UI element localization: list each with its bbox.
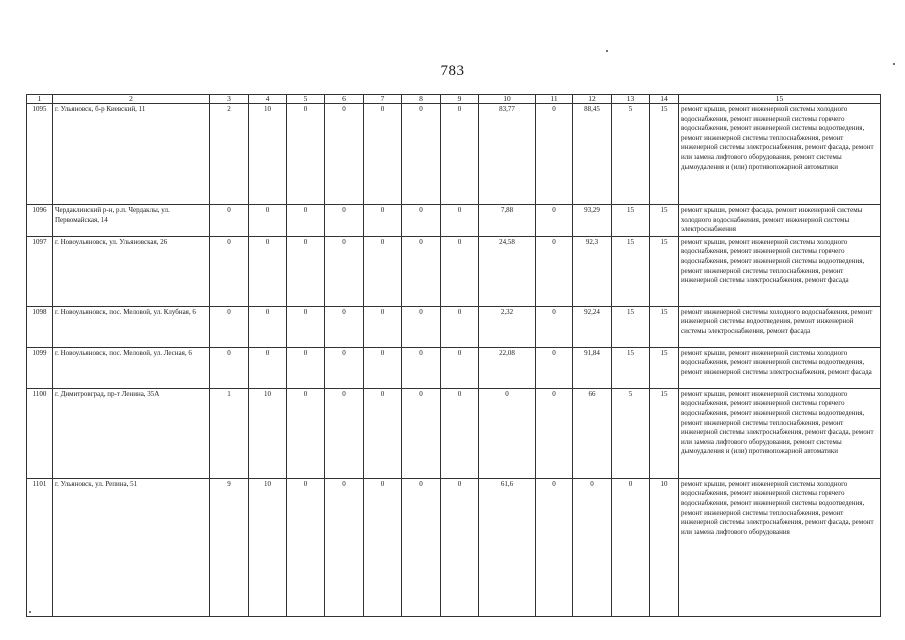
row-address: г. Димитровград, пр-т Ленина, 35А — [53, 388, 210, 478]
row-number: 1097 — [27, 236, 53, 306]
cell-c3: 2 — [210, 104, 249, 205]
cell-c14: 10 — [650, 478, 679, 616]
cell-c8: 0 — [402, 347, 441, 388]
column-header: 7 — [364, 95, 402, 104]
cell-c9: 0 — [441, 236, 479, 306]
cell-c9: 0 — [441, 306, 479, 347]
cell-c10: 24,58 — [479, 236, 536, 306]
cell-c5: 0 — [287, 104, 325, 205]
column-header: 14 — [650, 95, 679, 104]
row-address: г. Ульяновск, б-р Киевский, 11 — [53, 104, 210, 205]
cell-c14: 15 — [650, 205, 679, 237]
scan-speck — [606, 50, 608, 52]
column-header: 11 — [536, 95, 573, 104]
cell-c14: 15 — [650, 306, 679, 347]
cell-c8: 0 — [402, 236, 441, 306]
cell-c7: 0 — [364, 236, 402, 306]
cell-c6: 0 — [325, 388, 364, 478]
cell-c4: 0 — [249, 205, 287, 237]
cell-c3: 0 — [210, 205, 249, 237]
cell-c9: 0 — [441, 478, 479, 616]
cell-c4: 10 — [249, 388, 287, 478]
row-number: 1101 — [27, 478, 53, 616]
row-number: 1100 — [27, 388, 53, 478]
cell-c3: 1 — [210, 388, 249, 478]
row-works: ремонт крыши, ремонт инженерной системы холодного водоснабжения, ремонт инженерной системы горячего водоснабжения, ремонт инженерной системы водоотведения, ремонт инженерной системы теплоснабжения, ремонт инженерной системы электроснабжения, ремонт фасада, ремонт или замена лифтового оборудования — [679, 478, 881, 616]
row-number: 1098 — [27, 306, 53, 347]
cell-c7: 0 — [364, 205, 402, 237]
column-header: 4 — [249, 95, 287, 104]
cell-c3: 0 — [210, 236, 249, 306]
cell-c11: 0 — [536, 478, 573, 616]
cell-c10: 2,32 — [479, 306, 536, 347]
cell-c6: 0 — [325, 104, 364, 205]
registry-table — [26, 94, 881, 617]
table-row — [27, 347, 881, 388]
row-works: ремонт инженерной системы холодного водоснабжения, ремонт инженерной системы водоотведения, ремонт инженерной системы электроснабжения, ремонт фасада — [679, 306, 881, 347]
cell-c12: 66 — [573, 388, 612, 478]
cell-c13: 15 — [612, 236, 650, 306]
column-header: 9 — [441, 95, 479, 104]
column-header: 5 — [287, 95, 325, 104]
scan-speck — [893, 63, 895, 65]
row-number: 1096 — [27, 205, 53, 237]
cell-c14: 15 — [650, 347, 679, 388]
table-row — [27, 388, 881, 478]
cell-c8: 0 — [402, 388, 441, 478]
cell-c7: 0 — [364, 104, 402, 205]
cell-c13: 15 — [612, 205, 650, 237]
cell-c12: 92,24 — [573, 306, 612, 347]
column-header: 1 — [27, 95, 53, 104]
column-header: 8 — [402, 95, 441, 104]
row-address: г. Новоульяновск, ул. Ульяновская, 26 — [53, 236, 210, 306]
cell-c4: 0 — [249, 347, 287, 388]
cell-c12: 0 — [573, 478, 612, 616]
cell-c12: 88,45 — [573, 104, 612, 205]
table-row — [27, 478, 881, 616]
cell-c5: 0 — [287, 306, 325, 347]
cell-c14: 15 — [650, 388, 679, 478]
column-header: 6 — [325, 95, 364, 104]
cell-c6: 0 — [325, 205, 364, 237]
cell-c7: 0 — [364, 306, 402, 347]
cell-c10: 0 — [479, 388, 536, 478]
cell-c6: 0 — [325, 236, 364, 306]
cell-c10: 22,08 — [479, 347, 536, 388]
cell-c7: 0 — [364, 388, 402, 478]
row-works: ремонт крыши, ремонт фасада, ремонт инженерной системы холодного водоснабжения, ремонт инженерной системы электроснабжения — [679, 205, 881, 237]
cell-c9: 0 — [441, 104, 479, 205]
cell-c13: 15 — [612, 347, 650, 388]
cell-c8: 0 — [402, 306, 441, 347]
row-number: 1099 — [27, 347, 53, 388]
column-header: 10 — [479, 95, 536, 104]
cell-c13: 5 — [612, 104, 650, 205]
column-header: 3 — [210, 95, 249, 104]
cell-c3: 0 — [210, 306, 249, 347]
cell-c6: 0 — [325, 347, 364, 388]
cell-c3: 0 — [210, 347, 249, 388]
cell-c9: 0 — [441, 205, 479, 237]
cell-c14: 15 — [650, 236, 679, 306]
cell-c4: 0 — [249, 236, 287, 306]
cell-c13: 5 — [612, 388, 650, 478]
row-works: ремонт крыши, ремонт инженерной системы холодного водоснабжения, ремонт инженерной системы водоотведения, ремонт инженерной системы электроснабжения, ремонт фасада — [679, 347, 881, 388]
cell-c3: 9 — [210, 478, 249, 616]
table-row — [27, 205, 881, 237]
cell-c14: 15 — [650, 104, 679, 205]
table-row — [27, 236, 881, 306]
column-header: 15 — [679, 95, 881, 104]
cell-c5: 0 — [287, 478, 325, 616]
cell-c10: 7,88 — [479, 205, 536, 237]
page-number: 783 — [440, 63, 465, 79]
cell-c11: 0 — [536, 236, 573, 306]
cell-c7: 0 — [364, 347, 402, 388]
cell-c11: 0 — [536, 205, 573, 237]
cell-c5: 0 — [287, 205, 325, 237]
cell-c9: 0 — [441, 388, 479, 478]
row-works: ремонт крыши, ремонт инженерной системы холодного водоснабжения, ремонт инженерной системы горячего водоснабжения, ремонт инженерной системы водоотведения, ремонт инженерной системы теплоснабжения, ремонт инженерной системы электроснабжения, ремонт фасада, ремонт или замена лифтового оборудования, ремонт системы дымоудаления и (или) противопожарной автоматики — [679, 104, 881, 205]
row-address: г. Ульяновск, ул. Репина, 51 — [53, 478, 210, 616]
row-address: Чердаклинский р-н, р.п. Чердаклы, ул. Первомайская, 14 — [53, 205, 210, 237]
cell-c7: 0 — [364, 478, 402, 616]
cell-c4: 10 — [249, 104, 287, 205]
cell-c4: 10 — [249, 478, 287, 616]
cell-c9: 0 — [441, 347, 479, 388]
cell-c8: 0 — [402, 478, 441, 616]
cell-c5: 0 — [287, 236, 325, 306]
cell-c6: 0 — [325, 306, 364, 347]
row-number: 1095 — [27, 104, 53, 205]
cell-c13: 15 — [612, 306, 650, 347]
cell-c12: 92,3 — [573, 236, 612, 306]
cell-c5: 0 — [287, 388, 325, 478]
cell-c6: 0 — [325, 478, 364, 616]
cell-c8: 0 — [402, 104, 441, 205]
row-address: г. Новоульяновск, пос. Меловой, ул. Клубная, 6 — [53, 306, 210, 347]
cell-c5: 0 — [287, 347, 325, 388]
column-number-row — [27, 95, 881, 104]
row-works: ремонт крыши, ремонт инженерной системы холодного водоснабжения, ремонт инженерной системы горячего водоснабжения, ремонт инженерной системы водоотведения, ремонт инженерной системы теплоснабжения, ремонт инженерной системы электроснабжения, ремонт фасада, ремонт или замена лифтового оборудования, ремонт системы дымоудаления и (или) противопожарной автоматики — [679, 388, 881, 478]
cell-c12: 91,84 — [573, 347, 612, 388]
cell-c10: 83,77 — [479, 104, 536, 205]
table-row — [27, 306, 881, 347]
row-address: г. Новоульяновск, пос. Меловой, ул. Лесная, 6 — [53, 347, 210, 388]
cell-c8: 0 — [402, 205, 441, 237]
cell-c4: 0 — [249, 306, 287, 347]
cell-c11: 0 — [536, 347, 573, 388]
cell-c11: 0 — [536, 306, 573, 347]
table-row — [27, 104, 881, 205]
row-works: ремонт крыши, ремонт инженерной системы холодного водоснабжения, ремонт инженерной системы горячего водоснабжения, ремонт инженерной системы водоотведения, ремонт инженерной системы теплоснабжения, ремонт инженерной системы электроснабжения, ремонт фасада — [679, 236, 881, 306]
cell-c11: 0 — [536, 104, 573, 205]
cell-c11: 0 — [536, 388, 573, 478]
column-header: 13 — [612, 95, 650, 104]
column-header: 12 — [573, 95, 612, 104]
cell-c10: 61,6 — [479, 478, 536, 616]
cell-c12: 93,29 — [573, 205, 612, 237]
cell-c13: 0 — [612, 478, 650, 616]
column-header: 2 — [53, 95, 210, 104]
